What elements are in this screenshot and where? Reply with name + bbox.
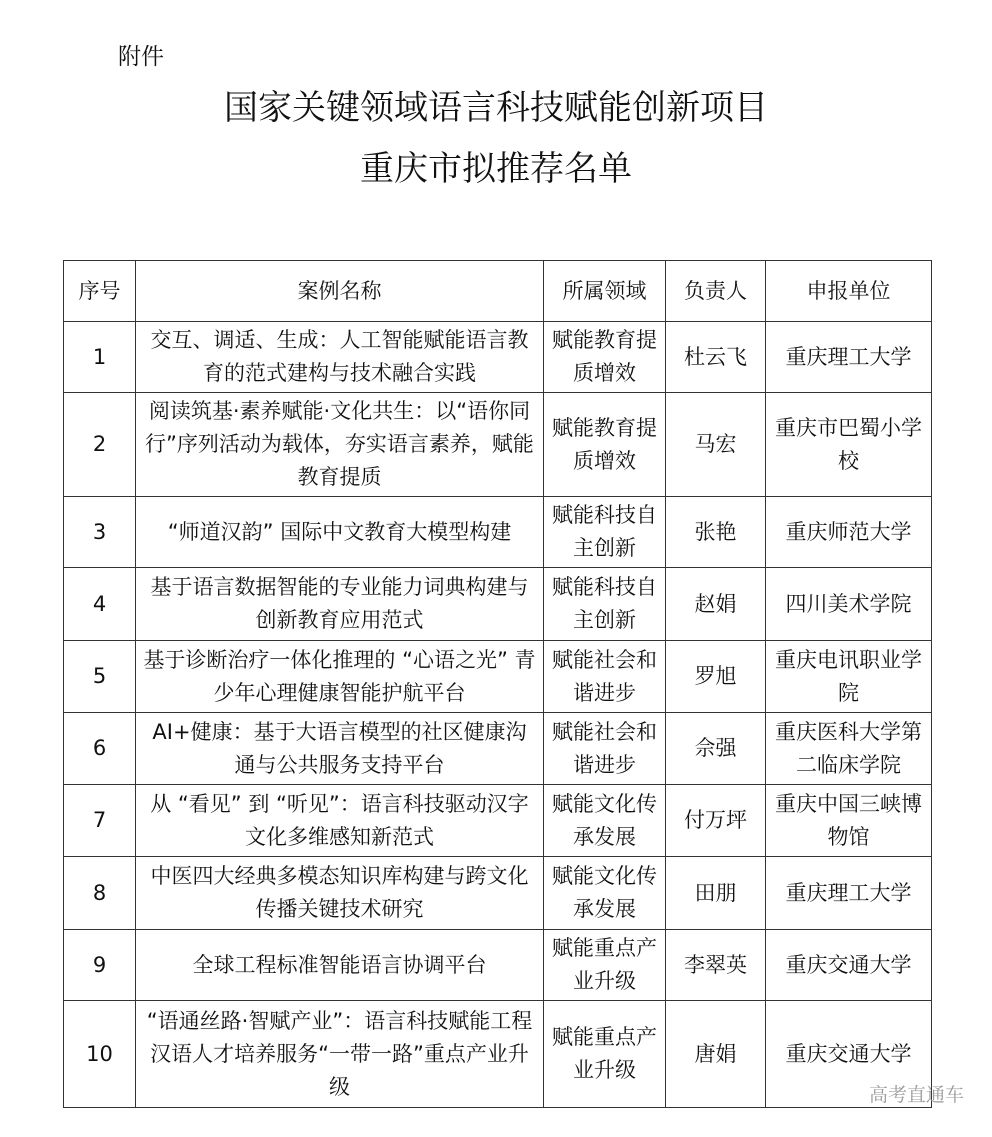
table-row bbox=[64, 713, 932, 785]
unit: 重庆理工大学 bbox=[766, 857, 932, 930]
field: 赋能文化传承发展 bbox=[544, 785, 666, 857]
unit: 四川美术学院 bbox=[766, 568, 932, 641]
table-row bbox=[64, 322, 932, 393]
row-index: 6 bbox=[64, 713, 136, 785]
leader: 张艳 bbox=[666, 497, 766, 568]
case-name: 阅读筑基·素养赋能·文化共生：以“语你同行”序列活动为载体，夯实语言素养，赋能教育提质 bbox=[136, 393, 544, 497]
document-title: 国家关键领域语言科技赋能创新项目 bbox=[224, 88, 768, 128]
case-name: 基于语言数据智能的专业能力词典构建与创新教育应用范式 bbox=[136, 568, 544, 641]
table-row bbox=[64, 641, 932, 713]
case-name: 基于诊断治疗一体化推理的 “心语之光” 青少年心理健康智能护航平台 bbox=[136, 641, 544, 713]
unit: 重庆电讯职业学院 bbox=[766, 641, 932, 713]
unit: 重庆交通大学 bbox=[766, 930, 932, 1001]
row-index: 7 bbox=[64, 785, 136, 857]
watermark: 高考直通车 bbox=[868, 1084, 964, 1106]
table-row bbox=[64, 1001, 932, 1108]
recommendation-table bbox=[63, 260, 932, 1108]
table-row bbox=[64, 568, 932, 641]
table-row bbox=[64, 497, 932, 568]
field: 赋能科技自主创新 bbox=[544, 568, 666, 641]
unit: 重庆中国三峡博物馆 bbox=[766, 785, 932, 857]
row-index: 2 bbox=[64, 393, 136, 497]
table-header-row bbox=[64, 261, 932, 322]
table-row bbox=[64, 857, 932, 930]
header-unit: 申报单位 bbox=[766, 261, 932, 322]
leader: 田朋 bbox=[666, 857, 766, 930]
table-row bbox=[64, 785, 932, 857]
case-name: 全球工程标准智能语言协调平台 bbox=[136, 930, 544, 1001]
unit: 重庆师范大学 bbox=[766, 497, 932, 568]
leader: 马宏 bbox=[666, 393, 766, 497]
field: 赋能文化传承发展 bbox=[544, 857, 666, 930]
field: 赋能教育提质增效 bbox=[544, 393, 666, 497]
document-subtitle: 重庆市拟推荐名单 bbox=[360, 149, 632, 189]
field: 赋能重点产业升级 bbox=[544, 930, 666, 1001]
field: 赋能社会和谐进步 bbox=[544, 713, 666, 785]
header-case-name: 案例名称 bbox=[136, 261, 544, 322]
case-name: 交互、调适、生成：人工智能赋能语言教育的范式建构与技术融合实践 bbox=[136, 322, 544, 393]
case-name: “语通丝路·智赋产业”：语言科技赋能工程汉语人才培养服务“一带一路”重点产业升级 bbox=[136, 1001, 544, 1108]
leader: 付万坪 bbox=[666, 785, 766, 857]
row-index: 1 bbox=[64, 322, 136, 393]
header-index: 序号 bbox=[64, 261, 136, 322]
field: 赋能科技自主创新 bbox=[544, 497, 666, 568]
row-index: 5 bbox=[64, 641, 136, 713]
leader: 杜云飞 bbox=[666, 322, 766, 393]
case-name: 中医四大经典多模态知识库构建与跨文化传播关键技术研究 bbox=[136, 857, 544, 930]
field: 赋能重点产业升级 bbox=[544, 1001, 666, 1108]
header-field: 所属领域 bbox=[544, 261, 666, 322]
leader: 罗旭 bbox=[666, 641, 766, 713]
table-row bbox=[64, 393, 932, 497]
row-index: 9 bbox=[64, 930, 136, 1001]
unit: 重庆市巴蜀小学校 bbox=[766, 393, 932, 497]
row-index: 8 bbox=[64, 857, 136, 930]
unit: 重庆交通大学 bbox=[766, 1001, 932, 1108]
case-name: 从 “看见” 到 “听见”：语言科技驱动汉字文化多维感知新范式 bbox=[136, 785, 544, 857]
leader: 李翠英 bbox=[666, 930, 766, 1001]
header-leader: 负责人 bbox=[666, 261, 766, 322]
leader: 唐娟 bbox=[666, 1001, 766, 1108]
attachment-label: 附件 bbox=[118, 44, 164, 70]
leader: 赵娟 bbox=[666, 568, 766, 641]
field: 赋能社会和谐进步 bbox=[544, 641, 666, 713]
unit: 重庆理工大学 bbox=[766, 322, 932, 393]
row-index: 3 bbox=[64, 497, 136, 568]
unit: 重庆医科大学第二临床学院 bbox=[766, 713, 932, 785]
case-name: AI+健康：基于大语言模型的社区健康沟通与公共服务支持平台 bbox=[136, 713, 544, 785]
field: 赋能教育提质增效 bbox=[544, 322, 666, 393]
table-row bbox=[64, 930, 932, 1001]
leader: 佘强 bbox=[666, 713, 766, 785]
case-name: “师道汉韵” 国际中文教育大模型构建 bbox=[136, 497, 544, 568]
row-index: 10 bbox=[64, 1001, 136, 1108]
row-index: 4 bbox=[64, 568, 136, 641]
